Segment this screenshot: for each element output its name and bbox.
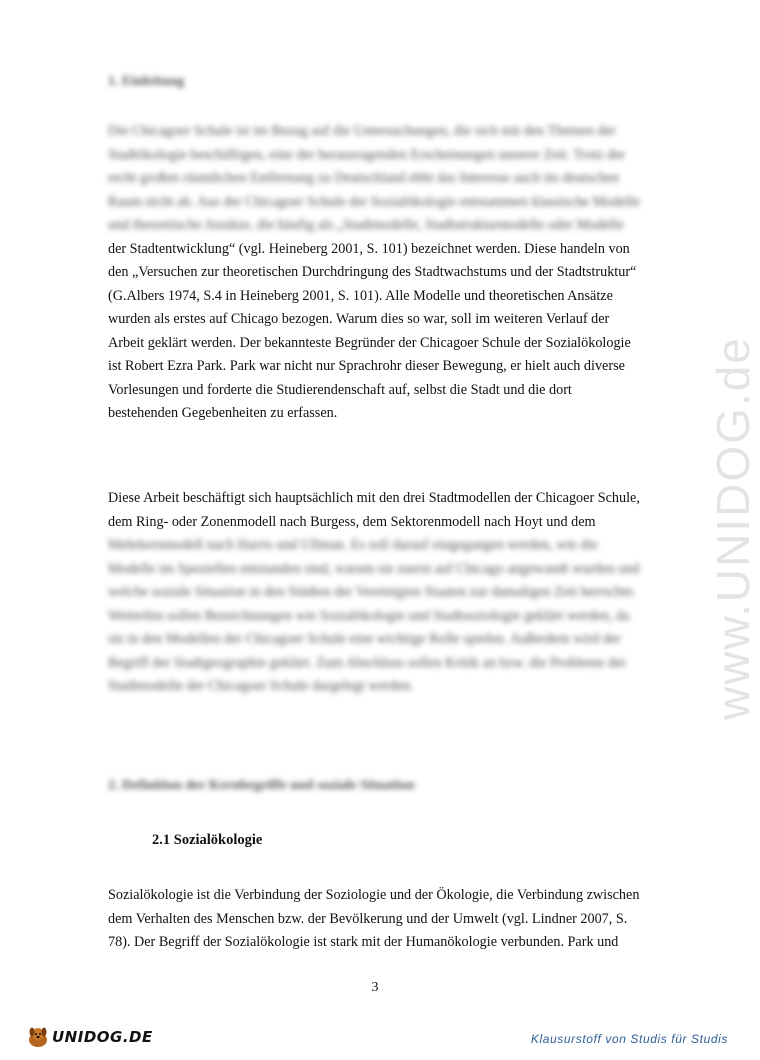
text-line: (G.Albers 1974, S.4 in Heineberg 2001, S. 101). Alle Modelle und theoretischen Ansätze <box>108 287 613 304</box>
paragraph-sozialoekologie <box>108 884 678 955</box>
text-line: der Stadtentwicklung“ (vgl. Heineberg 2001, S. 101) bezeichnet werden. Diese handeln von <box>108 240 630 257</box>
dog-mascot-icon <box>26 1026 50 1048</box>
text-line: Raum nicht ab. Aus der Chicagoer Schule der Sozialökologie entstammen klassische Modelle <box>108 193 640 210</box>
text-line: den „Versuchen zur theoretischen Durchdringung des Stadtwachstums und der Stadtstruktur“ <box>108 264 637 280</box>
paragraph-introduction-2 <box>108 487 678 699</box>
text-line: Stadtökologie beschäftigen, eine der herausragenden Erscheinungen unserer Zeit. Trotz der <box>108 146 626 163</box>
text-line: recht großen räumlichen Entfernung zu Deutschland ebbt das Interesse auch im deutschen <box>108 170 619 186</box>
text-line: Mehrkernmodell nach Harris und Ullman. Es soll darauf eingegangen werden, wie die <box>108 537 598 553</box>
text-line: wurden als erstes auf Chicago bezogen. Warum dies so war, soll im weiteren Verlauf der <box>108 311 610 327</box>
footer-tagline: Klausurstoff von Studis für Studis <box>530 1032 728 1046</box>
text-line: Die Chicagoer Schule ist im Bezug auf die Untersuchungen, die sich mit den Themen der <box>108 123 616 139</box>
text-line: und theoretische Ansätze, die häufig als „Stadtmodelle, Stadtstrukturmodelle oder Modelle <box>108 217 624 233</box>
page-number: 3 <box>371 980 379 995</box>
text-line: 78). Der Begriff der Sozialökologie ist stark mit der Humanökologie verbunden. Park und <box>108 934 619 950</box>
text-line: Modelle im Speziellen entstanden sind, warum sie zuerst auf Chicago angewandt wurden und <box>108 560 640 577</box>
section-heading-2: 2. Definition der Kernbegriffe und soziale Situation <box>108 778 415 793</box>
text-line: dem Verhalten des Menschen bzw. der Bevölkerung und der Umwelt (vgl. Lindner 2007, S. <box>108 910 628 927</box>
subsection-heading-2-1: 2.1 Sozialökologie <box>152 832 263 848</box>
text-line: Begriff der Stadtgeographie geklärt. Zum Abschluss sollen Kritik an bzw. die Probleme der <box>108 654 627 671</box>
text-line: Weiterhin sollen Bezeichnungen wie Sozialökologie und Stadtsoziologie geklärt werden, da <box>108 607 630 624</box>
watermark: www.UNIDOG.de <box>707 336 759 720</box>
text-line: sie in den Modellen der Chicagoer Schule eine wichtige Rolle spielen. Außerdem wird der <box>108 631 621 647</box>
paragraph-introduction-1 <box>108 120 678 426</box>
text-line: Diese Arbeit beschäftigt sich hauptsächlich mit den drei Stadtmodellen der Chicagoer Schule, <box>108 490 640 506</box>
text-line: ist Robert Ezra Park. Park war nicht nur Sprachrohr dieser Bewegung, er hielt auch diverse <box>108 358 625 374</box>
text-line: Sozialökologie ist die Verbindung der Soziologie und der Ökologie, die Verbindung zwischen <box>108 887 640 903</box>
logo-text: UNIDOG.DE <box>52 1028 153 1046</box>
text-line: Arbeit geklärt werden. Der bekannteste Begründer der Chicagoer Schule der Sozialökologie <box>108 334 631 351</box>
text-line: Stadtmodelle der Chicagoer Schule dargelegt werden. <box>108 678 414 694</box>
text-line: dem Ring- oder Zonenmodell nach Burgess, dem Sektorenmodell nach Hoyt und dem <box>108 513 596 530</box>
unidog-logo <box>26 1026 153 1048</box>
section-heading-1: 1. Einleitung <box>108 74 185 89</box>
text-line: welche soziale Situation in den Städten der Vereinigten Staaten zur damaligen Zeit herrschte. <box>108 584 637 600</box>
text-line: bestehenden Gegebenheiten zu erfassen. <box>108 405 338 421</box>
text-line: Vorlesungen und forderte die Studierendenschaft auf, selbst die Stadt und die dort <box>108 381 572 398</box>
